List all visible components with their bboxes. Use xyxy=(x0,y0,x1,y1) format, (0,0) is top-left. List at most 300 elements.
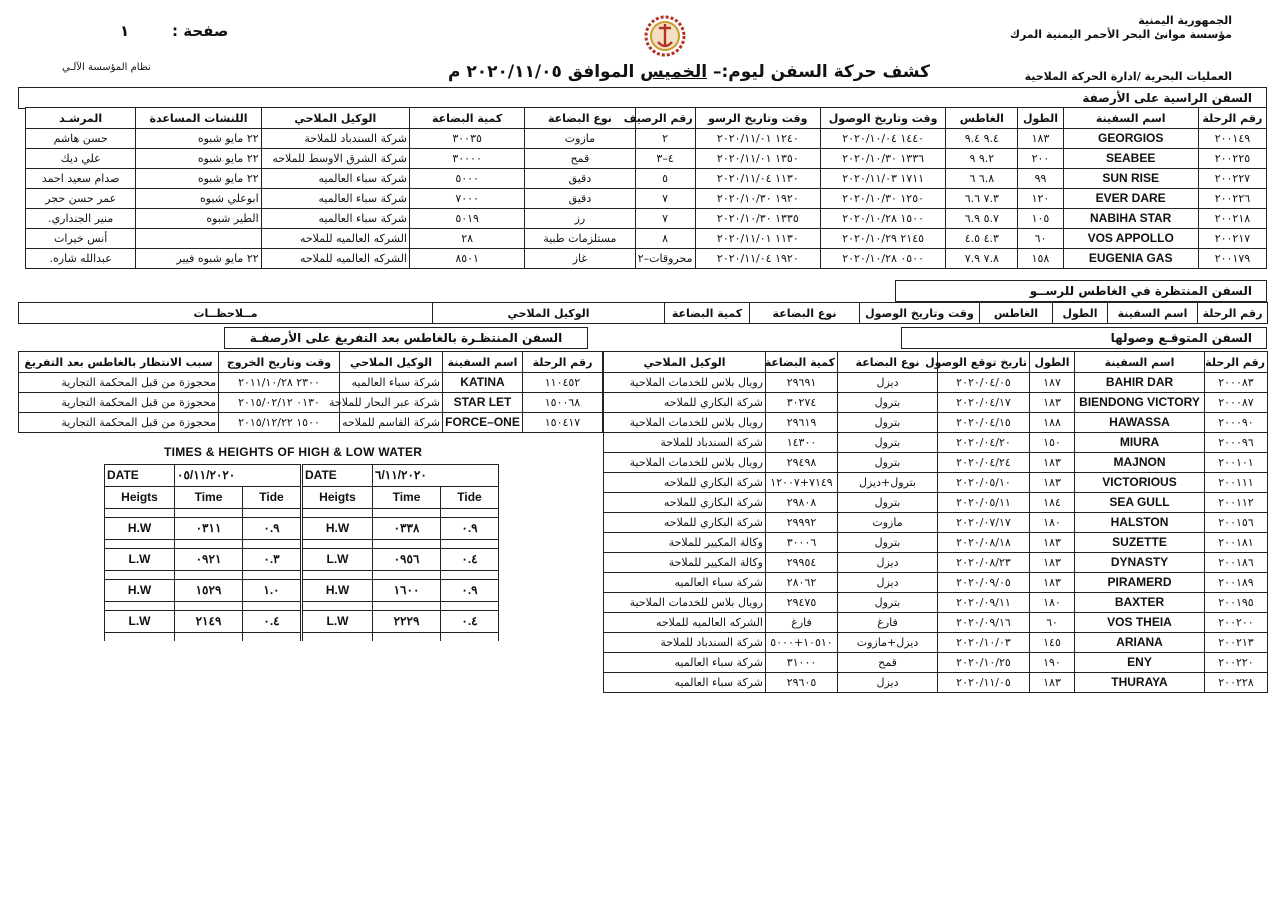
expected-cell: شركة البكاري للملاحه xyxy=(604,393,766,413)
berthed-cell: ٢٠٠٢٢٧ xyxy=(1198,169,1266,189)
discharge-cell: شركة القاسم للملاحه xyxy=(340,413,443,433)
berthed-cell: ٧.٣ ٦.٦ xyxy=(946,189,1018,209)
expected-cell: ٢٠٢٠/٠٥/١١ xyxy=(938,493,1030,513)
expected-cell: ١٨٨ xyxy=(1030,413,1075,433)
tide-cell: L.W xyxy=(105,549,175,571)
berthed-col-header: المرشـد xyxy=(26,108,136,129)
berthed-cell: ٦.٨ ٦ xyxy=(946,169,1018,189)
expected-row xyxy=(604,453,1268,473)
berthed-cell: قمح xyxy=(525,149,635,169)
berthed-cell: ٥.٧ ٦.٩ xyxy=(946,209,1018,229)
berthed-cell: ١٤٤٠ ٢٠٢٠/١٠/٠٤ xyxy=(820,129,945,149)
expected-cell: ٢٠٢٠/٠٥/١٠ xyxy=(938,473,1030,493)
tide-cell: ٠.٤ xyxy=(243,611,301,633)
berthed-cell: ٢٠٠٢١٨ xyxy=(1198,209,1266,229)
tide-spacer-cell xyxy=(105,540,175,549)
berthed-cell: ٧٠٠٠ xyxy=(410,189,525,209)
expected-cell: ARIANA xyxy=(1075,633,1205,653)
expected-cell: شركة سباء العالميه xyxy=(604,653,766,673)
expected-col-header: الوكيل الملاحي xyxy=(604,352,766,373)
berthed-cell: ٧ xyxy=(635,189,695,209)
tide-spacer-cell xyxy=(373,633,441,642)
berthed-cell: EVER DARE xyxy=(1063,189,1198,209)
expected-cell: ١٤٥ xyxy=(1030,633,1075,653)
tide-col-header: Tide xyxy=(441,487,499,509)
berthed-col-header: اللنشات المساعدة xyxy=(136,108,261,129)
expected-cell: ٢٩٨٠٨ xyxy=(766,493,838,513)
expected-cell: الشركه العالميه للملاحه xyxy=(604,613,766,633)
berthed-cell: شركة السندباد للملاحة xyxy=(261,129,409,149)
berthed-title-text: السفن الراسية على الأرصفة xyxy=(1082,91,1252,105)
tide-spacer-cell xyxy=(441,633,499,642)
expected-cell: فارغ xyxy=(838,613,938,633)
expected-cell: ٢٠٠٢٠٠ xyxy=(1205,613,1268,633)
discharge-cell: ١٥٠٠ ٢٠١٥/١٢/٢٢ xyxy=(219,413,340,433)
tide-col-header: Tide xyxy=(243,487,301,509)
expected-cell: ١٨٣ xyxy=(1030,553,1075,573)
tide-cell: ٠٣٣٨ xyxy=(373,518,441,540)
expected-cell: رويال بلاس للخدمات الملاحية xyxy=(604,453,766,473)
berthed-cell: حسن هاشم xyxy=(26,129,136,149)
berthed-cell: ١٥٠٠ ٢٠٢٠/١٠/٢٨ xyxy=(820,209,945,229)
expected-cell: بترول+ديزل xyxy=(838,473,938,493)
organization-name: مؤسسة موانئ البحر الأحمر اليمنية المرك xyxy=(1009,28,1232,41)
expected-row xyxy=(604,513,1268,533)
berthed-cell: مستلزمات طبية xyxy=(525,229,635,249)
expected-row xyxy=(604,413,1268,433)
tide-cell: ٠.٤ xyxy=(441,611,499,633)
tide-spacer xyxy=(105,509,301,518)
expected-cell: ٢٠٢٠/٠٤/٢٠ xyxy=(938,433,1030,453)
berthed-cell: دقيق xyxy=(525,169,635,189)
expected-cell: ٢٠٠١٥٦ xyxy=(1205,513,1268,533)
page-number: ١ xyxy=(120,22,130,40)
berthed-cell: ١٣٣٦ ٢٠٢٠/١٠/٣٠ xyxy=(820,149,945,169)
tide-spacer-cell xyxy=(373,571,441,580)
tide-date: ٠٥/١١/٢٠٢٠ xyxy=(175,465,301,487)
expected-row xyxy=(604,553,1268,573)
expected-cell: VICTORIOUS xyxy=(1075,473,1205,493)
berthed-cell: ١٢٤٠ ٢٠٢٠/١١/٠١ xyxy=(695,129,820,149)
expected-cell: ٢٠٠٢٢٠ xyxy=(1205,653,1268,673)
country-name: الجمهورية اليمنية xyxy=(1138,14,1232,27)
expected-cell: ١٤٣٠٠ xyxy=(766,433,838,453)
tide-spacer-cell xyxy=(373,602,441,611)
expected-cell: ٢٩٩٥٤ xyxy=(766,553,838,573)
tide-date-row xyxy=(303,465,499,487)
tide-spacer-cell xyxy=(175,540,243,549)
tide-cell: L.W xyxy=(303,611,373,633)
tide-spacer xyxy=(105,571,301,580)
berthed-cell: ٣٠٠٣٥ xyxy=(410,129,525,149)
discharge-col-header: اسم السفينة xyxy=(443,352,523,373)
discharge-cell: ٠١٣٠ ٢٠١٥/٠٢/١٢ xyxy=(219,393,340,413)
expected-cell: ٢٠٠٢١٣ xyxy=(1205,633,1268,653)
tide-spacer xyxy=(303,633,499,642)
expected-title-text: السفن المتوقـع وصولها xyxy=(1110,331,1252,345)
tide-cell: ٠٩٢١ xyxy=(175,549,243,571)
expected-row xyxy=(604,373,1268,393)
anchor-col-header: الطول xyxy=(1053,303,1108,324)
tide-spacer-cell xyxy=(175,571,243,580)
berthed-cell: ١٠٥ xyxy=(1018,209,1063,229)
discharge-col-header: سبب الانتظار بالغاطس بعد التفريغ xyxy=(19,352,219,373)
berthed-cell: ٢٠٠١٤٩ xyxy=(1198,129,1266,149)
expected-cell: ٢٠٠١٨١ xyxy=(1205,533,1268,553)
expected-table xyxy=(603,351,1268,693)
discharge-cell: FORCE–ONE xyxy=(443,413,523,433)
berthed-col-header: الغاطس xyxy=(946,108,1018,129)
berthed-cell: ٦٠ xyxy=(1018,229,1063,249)
tide-cell: ١.٠ xyxy=(243,580,301,602)
expected-section-title xyxy=(901,327,1267,349)
berthed-cell: ٢١٤٥ ٢٠٢٠/١٠/٢٩ xyxy=(820,229,945,249)
expected-cell: قمح xyxy=(838,653,938,673)
berthed-cell: ٥٠٠٠ xyxy=(410,169,525,189)
expected-cell: ٢٠٠١٩٥ xyxy=(1205,593,1268,613)
expected-cell: ٢٩٦١٩ xyxy=(766,413,838,433)
expected-cell: شركة البكاري للملاحه xyxy=(604,493,766,513)
tide-row xyxy=(105,518,301,540)
expected-row xyxy=(604,473,1268,493)
tide-row xyxy=(303,580,499,602)
berthed-cell: ١٥٨ xyxy=(1018,249,1063,269)
discharge-col-header: وقت وتاريخ الخروج xyxy=(219,352,340,373)
anchor-col-header: رقم الرحلة xyxy=(1198,303,1268,324)
expected-row xyxy=(604,593,1268,613)
title-date: ٢٠٢٠/١١/٠٥ م xyxy=(448,62,562,82)
expected-cell: شركة سباء العالميه xyxy=(604,673,766,693)
berthed-col-header: وقت وتاريخ الوصول xyxy=(820,108,945,129)
berthed-cell: ٢٢ مايو شبوه xyxy=(136,129,261,149)
tide-spacer-cell xyxy=(105,602,175,611)
berthed-cell: رز xyxy=(525,209,635,229)
berthed-row xyxy=(26,169,1267,189)
tide-cell: ٢٢٢٩ xyxy=(373,611,441,633)
berthed-cell: عمر حسن حجر xyxy=(26,189,136,209)
expected-row xyxy=(604,393,1268,413)
berthed-header-row xyxy=(26,108,1267,129)
tide-spacer-cell xyxy=(303,633,373,642)
expected-cell: ٢٠٢٠/٠٩/٠٥ xyxy=(938,573,1030,593)
berthed-cell: ٥ xyxy=(635,169,695,189)
tide-spacer xyxy=(105,540,301,549)
berthed-cell: SEABEE xyxy=(1063,149,1198,169)
berthed-cell: الطير شبوه xyxy=(136,209,261,229)
title-main: كشف حركة السفن ليوم:– xyxy=(713,62,930,82)
expected-cell: HAWASSA xyxy=(1075,413,1205,433)
expected-cell: بترول xyxy=(838,593,938,613)
expected-cell: BAHIR DAR xyxy=(1075,373,1205,393)
tide-cell: H.W xyxy=(303,580,373,602)
berthed-cell: ١٣٣٥ ٢٠٢٠/١٠/٣٠ xyxy=(695,209,820,229)
expected-cell: BIENDONG VICTORY xyxy=(1075,393,1205,413)
anchor-col-header: الغاطس xyxy=(980,303,1053,324)
expected-cell: HALSTON xyxy=(1075,513,1205,533)
berthed-cell: الشركه العالميه للملاحه xyxy=(261,249,409,269)
berthed-col-header: كمية البضاعة xyxy=(410,108,525,129)
berthed-cell: دقيق xyxy=(525,189,635,209)
expected-cell: ديزل+مازوت xyxy=(838,633,938,653)
expected-cell: ٢٠٢٠/٠٤/١٧ xyxy=(938,393,1030,413)
discharge-col-header: الوكيل الملاحي xyxy=(340,352,443,373)
tide-spacer-cell xyxy=(303,509,373,518)
tide-row xyxy=(303,518,499,540)
anchor-col-header: اسم السفينة xyxy=(1108,303,1198,324)
discharge-cell: محجوزة من قبل المحكمة التجارية xyxy=(19,393,219,413)
tide-spacer xyxy=(303,602,499,611)
anchor-col-header: كمية البضاعة xyxy=(665,303,750,324)
expected-cell: ديزل xyxy=(838,573,938,593)
discharge-cell: محجوزة من قبل المحكمة التجارية xyxy=(19,413,219,433)
tide-cell: ٠٩٥٦ xyxy=(373,549,441,571)
expected-cell: ٢٠٠١١٢ xyxy=(1205,493,1268,513)
berthed-cell: ٢٢ مايو شبوه xyxy=(136,169,261,189)
berthed-cell: علي ديك xyxy=(26,149,136,169)
expected-cell: PIRAMERD xyxy=(1075,573,1205,593)
tide-cell: L.W xyxy=(105,611,175,633)
anchor-table xyxy=(18,302,1268,324)
title-day: الخميس xyxy=(640,62,708,82)
system-name: نظام المؤسسة الآلـي xyxy=(62,62,151,73)
expected-cell: بترول xyxy=(838,393,938,413)
berthed-cell: GEORGIOS xyxy=(1063,129,1198,149)
expected-row xyxy=(604,533,1268,553)
expected-cell: ٢٠٠١٨٦ xyxy=(1205,553,1268,573)
berthed-cell: مازوت xyxy=(525,129,635,149)
berthed-cell: ٢٠٠١٧٩ xyxy=(1198,249,1266,269)
berthed-cell: ١١٣٠ ٢٠٢٠/١١/٠٤ xyxy=(695,169,820,189)
expected-cell: رويال بلاس للخدمات الملاحية xyxy=(604,593,766,613)
expected-cell: ٢٠٢٠/١١/٠٥ xyxy=(938,673,1030,693)
tide-row xyxy=(105,580,301,602)
expected-cell: ٢٠٢٠/٠٨/١٨ xyxy=(938,533,1030,553)
berthed-cell: NABIHA STAR xyxy=(1063,209,1198,229)
expected-cell: SUZETTE xyxy=(1075,533,1205,553)
expected-cell: ديزل xyxy=(838,373,938,393)
expected-cell: ٢٠٠٠٨٣ xyxy=(1205,373,1268,393)
expected-cell: ١٨٣ xyxy=(1030,533,1075,553)
expected-cell: SEA GULL xyxy=(1075,493,1205,513)
tide-spacer-cell xyxy=(243,633,301,642)
tide-row xyxy=(105,549,301,571)
expected-cell: ٢٠٢٠/٠٤/١٥ xyxy=(938,413,1030,433)
tide-cell: ٠.٩ xyxy=(243,518,301,540)
expected-cell: ٢٠٢٠/٠٨/٢٣ xyxy=(938,553,1030,573)
discharge-cell: ١٥٠٠٦٨ xyxy=(523,393,603,413)
expected-cell: بترول xyxy=(838,493,938,513)
expected-cell: ٢٠٢٠/٠٤/٠٥ xyxy=(938,373,1030,393)
berthed-cell: ٩.٤ ٩.٤ xyxy=(946,129,1018,149)
discharge-cell: ١١٠٤٥٢ xyxy=(523,373,603,393)
berthed-cell: ٢٠٠٢١٧ xyxy=(1198,229,1266,249)
expected-cell: ٢٩٦٠٥ xyxy=(766,673,838,693)
expected-cell: رويال بلاس للخدمات الملاحية xyxy=(604,413,766,433)
expected-cell: رويال بلاس للخدمات الملاحية xyxy=(604,373,766,393)
berthed-cell: ١٢٠ xyxy=(1018,189,1063,209)
berthed-row xyxy=(26,189,1267,209)
tide-spacer xyxy=(105,633,301,642)
berthed-col-header: وقت وتاريخ الرسو xyxy=(695,108,820,129)
discharge-row xyxy=(19,373,603,393)
expected-cell: MIURA xyxy=(1075,433,1205,453)
tide-spacer-cell xyxy=(105,509,175,518)
berthed-cell: عبدالله شاره. xyxy=(26,249,136,269)
expected-row xyxy=(604,433,1268,453)
expected-cell: ١٨٣ xyxy=(1030,673,1075,693)
berthed-table xyxy=(25,107,1267,269)
berthed-cell: ٧.٨ ٧.٩ xyxy=(946,249,1018,269)
tide-cell: ٠.٤ xyxy=(441,549,499,571)
berthed-cell: ٢٨ xyxy=(410,229,525,249)
tide-header-row xyxy=(303,487,499,509)
discharge-cell: KATINA xyxy=(443,373,523,393)
berthed-cell: ابوعلي شبوه xyxy=(136,189,261,209)
expected-cell: ١٨٣ xyxy=(1030,393,1075,413)
tide-spacer-cell xyxy=(441,540,499,549)
berthed-row xyxy=(26,229,1267,249)
expected-cell: ٢٠٢٠/١٠/٢٥ xyxy=(938,653,1030,673)
tide-spacer-cell xyxy=(441,509,499,518)
title-agree: الموافق xyxy=(567,62,635,82)
expected-cell: ٢٠٠٠٨٧ xyxy=(1205,393,1268,413)
berthed-col-header: اسم السفينة xyxy=(1063,108,1198,129)
tide-spacer-cell xyxy=(243,571,301,580)
tide-spacer-cell xyxy=(303,540,373,549)
tide-spacer-cell xyxy=(243,540,301,549)
tide-table xyxy=(302,464,499,641)
expected-cell: بترول xyxy=(838,413,938,433)
tide-col-header: Heigts xyxy=(105,487,175,509)
berthed-cell: ٢٠٠ xyxy=(1018,149,1063,169)
tide-row xyxy=(303,611,499,633)
tide-cell: ٠.٩ xyxy=(441,518,499,540)
tide-spacer-cell xyxy=(175,602,243,611)
berthed-cell: ١١٣٠ ٢٠٢٠/١١/٠١ xyxy=(695,229,820,249)
berthed-col-header: الوكيل الملاحي xyxy=(261,108,409,129)
tide-spacer xyxy=(303,571,499,580)
discharge-table xyxy=(18,351,603,433)
tide-spacer-cell xyxy=(175,633,243,642)
expected-cell: ١٨٠ xyxy=(1030,513,1075,533)
berthed-cell: أنس خيرات xyxy=(26,229,136,249)
expected-cell: بترول xyxy=(838,433,938,453)
expected-cell: وكالة المكيير للملاحة xyxy=(604,553,766,573)
tide-row xyxy=(303,549,499,571)
page-title xyxy=(448,62,930,82)
port-logo xyxy=(640,14,690,58)
expected-cell: ١٠٥١٠+٥٠٠٠ xyxy=(766,633,838,653)
anchor-section-title xyxy=(895,280,1267,302)
berthed-cell: صدام سعيد احمد xyxy=(26,169,136,189)
discharge-row xyxy=(19,413,603,433)
expected-cell: ديزل xyxy=(838,673,938,693)
berthed-cell: ١٩٢٠ ٢٠٢٠/١٠/٣٠ xyxy=(695,189,820,209)
tide-cell: ١٥٢٩ xyxy=(175,580,243,602)
expected-row xyxy=(604,653,1268,673)
expected-cell: ٢٠٢٠/٠٩/١١ xyxy=(938,593,1030,613)
anchor-header-row xyxy=(19,303,1268,324)
expected-cell: وكالة المكيير للملاحة xyxy=(604,533,766,553)
berthed-cell: شركة سباء العالميه xyxy=(261,189,409,209)
expected-header-row xyxy=(604,352,1268,373)
tide-cell: H.W xyxy=(105,580,175,602)
expected-cell: ديزل xyxy=(838,553,938,573)
tide-spacer-cell xyxy=(373,509,441,518)
anchor-col-header: الوكيل الملاحي xyxy=(433,303,665,324)
tide-cell: ١٦٠٠ xyxy=(373,580,441,602)
department-name: العمليات البحرية /ادارة الحركة الملاحية xyxy=(1024,70,1232,83)
expected-cell: ١٨٤ xyxy=(1030,493,1075,513)
expected-cell: ١٥٠ xyxy=(1030,433,1075,453)
berthed-row xyxy=(26,129,1267,149)
tide-date: ٦/١١/٢٠٢٠ xyxy=(373,465,499,487)
expected-cell: BAXTER xyxy=(1075,593,1205,613)
discharge-cell: ٢٣٠٠ ٢٠١١/١٠/٢٨ xyxy=(219,373,340,393)
expected-cell: ٦٠ xyxy=(1030,613,1075,633)
berthed-row xyxy=(26,249,1267,269)
discharge-cell: محجوزة من قبل المحكمة التجارية xyxy=(19,373,219,393)
tides-title: TIMES & HEIGHTS OF HIGH & LOW WATER xyxy=(164,445,423,459)
tide-date-row xyxy=(105,465,301,487)
berthed-cell: ١٨٣ xyxy=(1018,129,1063,149)
tide-spacer-cell xyxy=(175,509,243,518)
expected-col-header: كمية البضاعة xyxy=(766,352,838,373)
berthed-cell: الشركه العالميه للملاحه xyxy=(261,229,409,249)
discharge-section-title xyxy=(224,327,588,349)
berthed-cell: ٨٥٠١ xyxy=(410,249,525,269)
tide-spacer-cell xyxy=(441,571,499,580)
berthed-cell: ٢٠٠٢٢٥ xyxy=(1198,149,1266,169)
expected-cell: ٧١٤٩+١٢٠٠٧ xyxy=(766,473,838,493)
expected-cell: THURAYA xyxy=(1075,673,1205,693)
tide-spacer-cell xyxy=(373,540,441,549)
berthed-cell: SUN RISE xyxy=(1063,169,1198,189)
expected-row xyxy=(604,613,1268,633)
tide-col-header: Time xyxy=(373,487,441,509)
tide-spacer-cell xyxy=(105,571,175,580)
expected-cell: شركة السندباد للملاحة xyxy=(604,633,766,653)
expected-cell: ٢٠٢٠/٠٧/١٧ xyxy=(938,513,1030,533)
berthed-cell: ٤.٣ ٤.٥ xyxy=(946,229,1018,249)
tide-col-header: Heigts xyxy=(303,487,373,509)
berthed-cell: ٨ xyxy=(635,229,695,249)
tide-table xyxy=(104,464,301,641)
tide-spacer-cell xyxy=(441,602,499,611)
expected-col-header: الطول xyxy=(1030,352,1075,373)
berthed-cell: ٣٠٠٠٠ xyxy=(410,149,525,169)
expected-cell: ١٨٣ xyxy=(1030,473,1075,493)
tide-spacer-cell xyxy=(243,509,301,518)
berthed-section-title xyxy=(18,87,1267,109)
expected-col-header: اسم السفينة xyxy=(1075,352,1205,373)
berthed-cell: ٠٥٠٠ ٢٠٢٠/١٠/٢٨ xyxy=(820,249,945,269)
berthed-cell: ٩.٢ ٩ xyxy=(946,149,1018,169)
expected-cell: ٢٩٩٩٢ xyxy=(766,513,838,533)
discharge-cell: STAR LET xyxy=(443,393,523,413)
berthed-cell: ٢٠٠٢٢٦ xyxy=(1198,189,1266,209)
expected-cell: ٣١٠٠٠ xyxy=(766,653,838,673)
expected-cell: شركة السندباد للملاحة xyxy=(604,433,766,453)
expected-col-header: نوع البضاعة xyxy=(838,352,938,373)
berthed-cell: ٤–٣ xyxy=(635,149,695,169)
page-label: صفحة : xyxy=(172,22,229,40)
tide-cell: H.W xyxy=(105,518,175,540)
berthed-cell: ١٧١١ ٢٠٢٠/١١/٠٣ xyxy=(820,169,945,189)
tide-cell: ٠.٣ xyxy=(243,549,301,571)
discharge-cell: شركة سباء العالميه xyxy=(340,373,443,393)
expected-cell: فارغ xyxy=(766,613,838,633)
